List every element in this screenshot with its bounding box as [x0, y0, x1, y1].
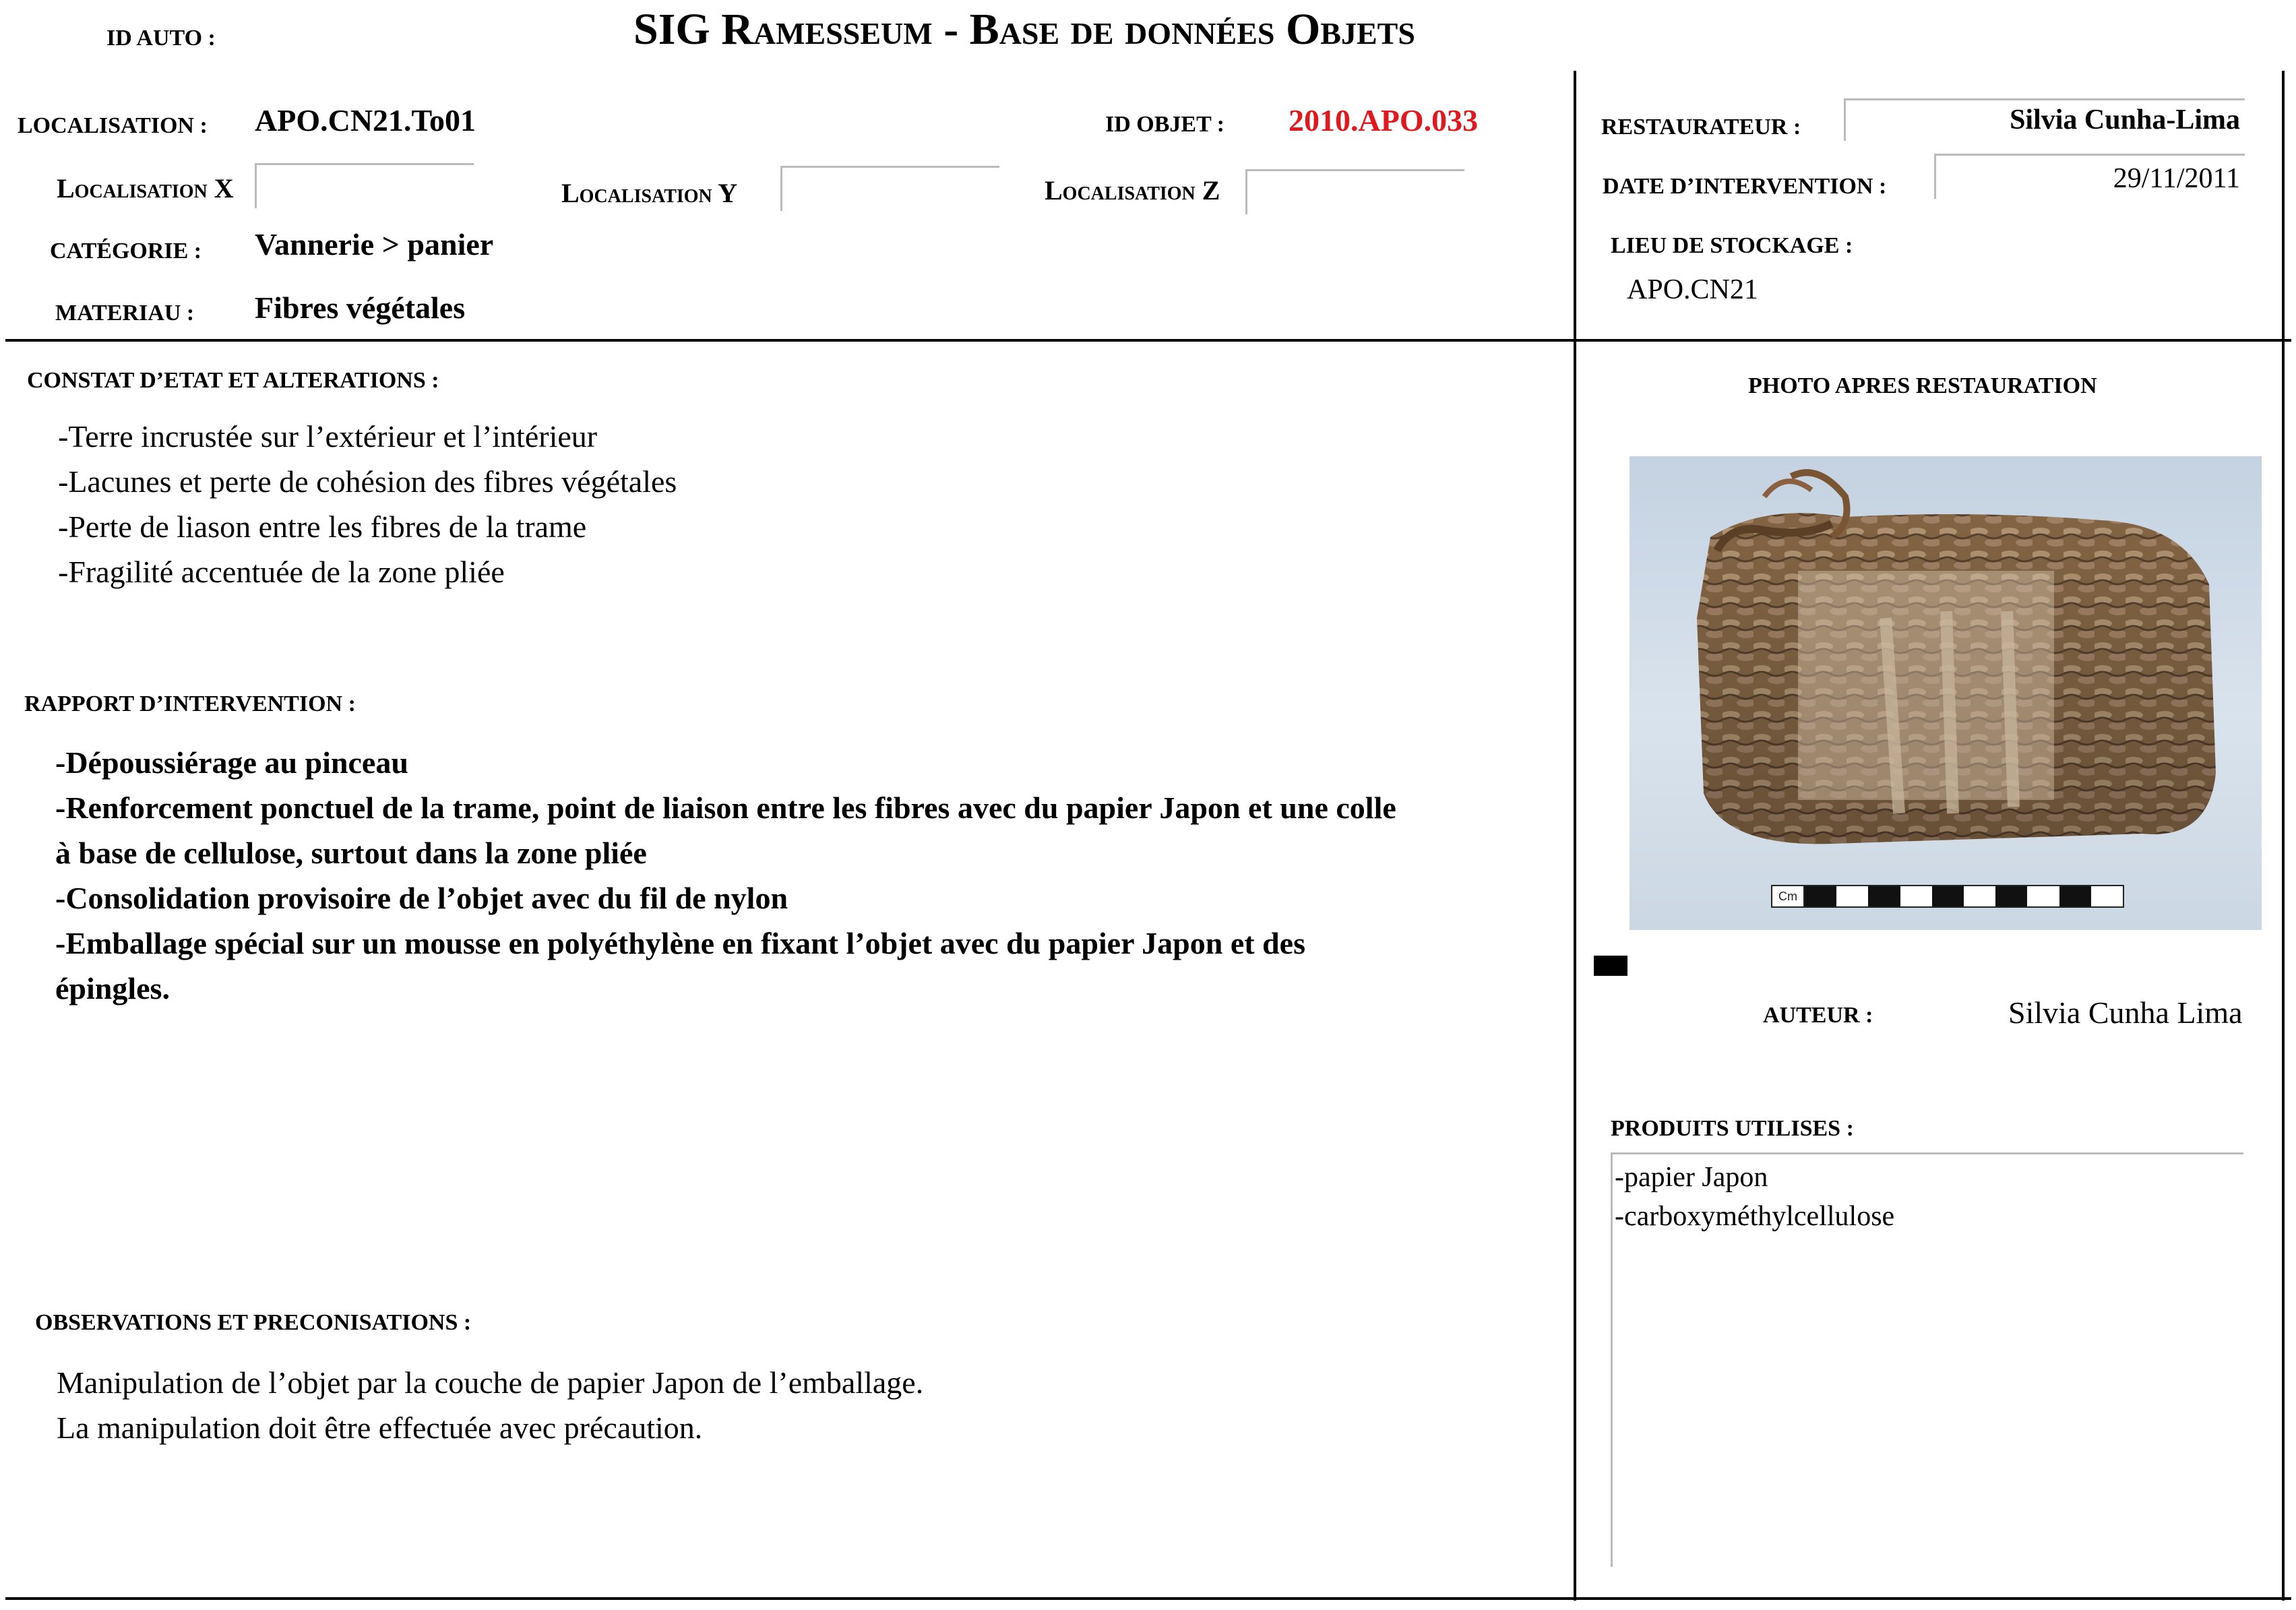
marker [1594, 956, 1627, 976]
rapport-line: -Renforcement ponctuel de la trame, point de liaison entre les fibres avec du papier Japon et une colle [55, 791, 1396, 825]
id-auto-label: ID AUTO : [106, 26, 216, 51]
constat-label: CONSTAT D’ETAT ET ALTERATIONS : [27, 368, 439, 393]
scale-label: Cm [1772, 886, 1805, 906]
produits-line: -carboxyméthylcellulose [1615, 1201, 1895, 1232]
constat-line: -Fragilité accentuée de la zone pliée [58, 555, 505, 589]
localisation-label: LOCALISATION : [18, 113, 208, 138]
observations-line: La manipulation doit être effectuée avec précaution. [57, 1411, 703, 1445]
localisation-y-label: Localisation Y [561, 178, 738, 208]
header-divider [5, 339, 2291, 342]
rapport-line: -Emballage spécial sur un mousse en polyéthylène en fixant l’objet avec du papier Japon et des [55, 926, 1305, 960]
constat-line: -Terre incrustée sur l’extérieur et l’intérieur [58, 419, 598, 454]
localisation-z-field[interactable] [1245, 169, 1464, 214]
localisation-z-label: Localisation Z [1045, 175, 1220, 206]
constat-line: -Perte de liason entre les fibres de la trame [58, 509, 587, 544]
categorie-value: Vannerie > panier [255, 227, 494, 261]
restaurateur-value: Silvia Cunha-Lima [2010, 104, 2240, 135]
right-border [2282, 71, 2285, 1601]
page-title: SIG Ramesseum - Base de données Objets [633, 5, 1415, 54]
rapport-line: épingles. [55, 971, 170, 1005]
rapport-line: -Dépoussiérage au pinceau [55, 745, 408, 780]
rapport-line: à base de cellulose, surtout dans la zone pliée [55, 836, 647, 870]
constat-line: -Lacunes et perte de cohésion des fibres végétales [58, 464, 677, 499]
id-objet-value: 2010.APO.033 [1289, 103, 1479, 137]
bottom-border [5, 1597, 2291, 1600]
localisation-value: APO.CN21.To01 [255, 103, 476, 137]
basket-photo [1630, 456, 2262, 930]
stockage-value: APO.CN21 [1627, 274, 1758, 305]
date-intervention-value: 29/11/2011 [2113, 163, 2240, 194]
photo-label: PHOTO APRES RESTAURATION [1748, 373, 2097, 398]
localisation-x-label: Localisation X [57, 173, 234, 204]
materiau-label: MATERIAU : [55, 301, 195, 326]
produits-line: -papier Japon [1615, 1162, 1768, 1193]
auteur-value: Silvia Cunha Lima [2008, 995, 2243, 1030]
rapport-line: -Consolidation provisoire de l’objet avec du fil de nylon [55, 881, 788, 915]
restaurateur-label: RESTAURATEUR : [1601, 115, 1801, 140]
basket-icon [1630, 456, 2262, 930]
categorie-label: CATÉGORIE : [50, 239, 202, 264]
localisation-y-field[interactable] [780, 166, 999, 211]
id-objet-label: ID OBJET : [1105, 112, 1224, 137]
date-intervention-label: DATE D’INTERVENTION : [1603, 174, 1887, 199]
rapport-label: RAPPORT D’INTERVENTION : [24, 691, 356, 716]
scale-bar [1771, 885, 2124, 908]
localisation-x-field[interactable] [255, 163, 474, 208]
produits-label: PRODUITS UTILISES : [1611, 1116, 1854, 1141]
auteur-label: AUTEUR : [1763, 1003, 1873, 1028]
vertical-divider [1574, 71, 1576, 1601]
observations-label: OBSERVATIONS ET PRECONISATIONS : [35, 1310, 472, 1335]
materiau-value: Fibres végétales [255, 290, 466, 325]
observations-line: Manipulation de l’objet par la couche de papier Japon de l’emballage. [57, 1365, 924, 1400]
stockage-label: LIEU DE STOCKAGE : [1611, 233, 1853, 258]
